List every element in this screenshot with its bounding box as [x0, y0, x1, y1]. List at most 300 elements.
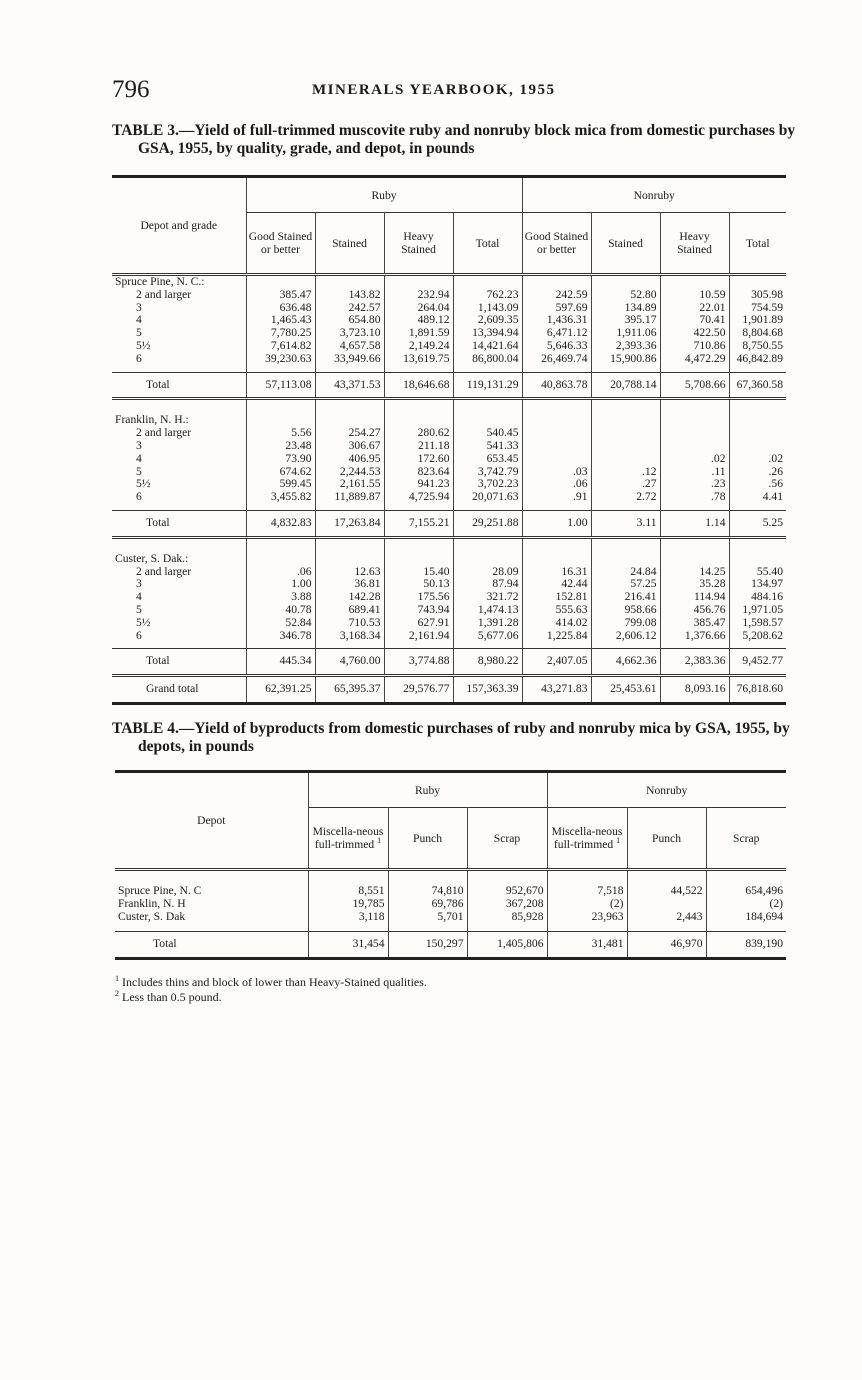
table-cell: 13,394.94: [453, 327, 522, 340]
total-row: [112, 372, 786, 399]
total-cell: 5,708.66: [660, 372, 729, 399]
table-cell: 40.78: [246, 604, 315, 617]
grand-total-cell: 29,576.77: [384, 676, 453, 704]
table-cell: [453, 537, 522, 565]
table-cell: 762.23: [453, 289, 522, 302]
table-cell: 2,609.35: [453, 314, 522, 327]
footnote: $^1$ Includes thins and block of lower than Heavy-Stained qualities.: [115, 974, 427, 989]
table-row: [115, 898, 786, 911]
table-cell: 710.86: [660, 340, 729, 353]
table-cell: 26,469.74: [522, 353, 591, 372]
table-cell: 958.66: [591, 604, 660, 617]
table-cell: [729, 427, 786, 440]
grand-total-cell: 65,395.37: [315, 676, 384, 704]
table-cell: .27: [591, 478, 660, 491]
table-cell: .23: [660, 478, 729, 491]
table4-col-header: Miscella-neous full-trimmed $^1$: [547, 808, 627, 870]
grade-label: 6: [136, 628, 142, 642]
table-cell: 636.48: [246, 302, 315, 315]
grand-total-cell: 25,453.61: [591, 676, 660, 704]
total-cell: 2,407.05: [522, 649, 591, 676]
depot-label: Spruce Pine, N. C: [118, 884, 202, 897]
table-row: [112, 453, 786, 466]
table-cell: 597.69: [522, 302, 591, 315]
table-cell: 6,471.12: [522, 327, 591, 340]
table-cell: [522, 537, 591, 565]
grade-label: 3: [136, 577, 142, 591]
table-cell: 2,443: [627, 911, 706, 932]
table-cell: 1.00: [246, 578, 315, 591]
table-cell: (2): [706, 898, 786, 911]
table-cell: [729, 440, 786, 453]
table-cell: 50.13: [384, 578, 453, 591]
footnote-ref: 1: [616, 836, 621, 846]
grade-label: 3: [136, 438, 142, 452]
table-cell: 2,161.55: [315, 478, 384, 491]
table3-col-header: Good Stained or better: [246, 213, 315, 275]
depot-name: Custer, S. Dak.:: [115, 551, 189, 565]
total-cell: 839,190: [706, 932, 786, 959]
total-cell: 57,113.08: [246, 372, 315, 399]
table-row: [115, 870, 786, 898]
grade-label: 5½: [136, 338, 151, 352]
total-cell: 8,980.22: [453, 649, 522, 676]
table-cell: 87.94: [453, 578, 522, 591]
table-row: [115, 911, 786, 932]
table-cell: 12.63: [315, 566, 384, 579]
table-cell: .11: [660, 466, 729, 479]
table-cell: [591, 537, 660, 565]
total-cell: 1.00: [522, 510, 591, 537]
grade-label: 4: [136, 313, 142, 327]
table-cell: [246, 399, 315, 427]
table-cell: [627, 898, 706, 911]
table-cell: [522, 440, 591, 453]
table-cell: 2.72: [591, 491, 660, 510]
table-cell: 3.88: [246, 591, 315, 604]
table-cell: 306.67: [315, 440, 384, 453]
total-cell: 3,774.88: [384, 649, 453, 676]
table3-col-header: Stained: [591, 213, 660, 275]
table-cell: [729, 537, 786, 565]
table4-stub-header: Depot: [115, 772, 308, 870]
running-head: MINERALS YEARBOOK, 1955: [312, 82, 556, 98]
table-cell: 674.62: [246, 466, 315, 479]
table4-col-header: Scrap: [467, 808, 547, 870]
table-cell: [384, 537, 453, 565]
total-cell: 43,371.53: [315, 372, 384, 399]
table-cell: 175.56: [384, 591, 453, 604]
grand-total-cell: 43,271.83: [522, 676, 591, 704]
grade-label: 5½: [136, 615, 151, 629]
table-cell: 44,522: [627, 870, 706, 898]
table-cell: [522, 275, 591, 289]
grade-label: 5½: [136, 477, 151, 491]
table-cell: [246, 537, 315, 565]
total-cell: 445.34: [246, 649, 315, 676]
table-cell: [315, 537, 384, 565]
table-cell: 385.47: [660, 617, 729, 630]
total-cell: 17,263.84: [315, 510, 384, 537]
total-cell: 31,481: [547, 932, 627, 959]
table-cell: [315, 399, 384, 427]
table-cell: 2,244.53: [315, 466, 384, 479]
page-number: 796: [112, 76, 150, 103]
table-cell: 1,598.57: [729, 617, 786, 630]
table-row: [112, 289, 786, 302]
table-cell: 3,168.34: [315, 630, 384, 649]
table-cell: 134.97: [729, 578, 786, 591]
footnote: $^2$ Less than 0.5 pound.: [115, 989, 222, 1004]
table-cell: 8,750.55: [729, 340, 786, 353]
table-cell: [591, 440, 660, 453]
table-cell: 941.23: [384, 478, 453, 491]
table-cell: .03: [522, 466, 591, 479]
grand-total-row: [112, 676, 786, 704]
table-cell: 456.76: [660, 604, 729, 617]
table-cell: 4,657.58: [315, 340, 384, 353]
total-cell: 31,454: [308, 932, 388, 959]
table-cell: .78: [660, 491, 729, 510]
table-cell: 143.82: [315, 289, 384, 302]
table-cell: [453, 275, 522, 289]
table-cell: 321.72: [453, 591, 522, 604]
table3-group-ruby: Ruby: [246, 177, 522, 213]
table-cell: (2): [547, 898, 627, 911]
table-cell: 242.59: [522, 289, 591, 302]
total-cell: 5.25: [729, 510, 786, 537]
grade-label: 3: [136, 300, 142, 314]
table-cell: [384, 399, 453, 427]
table-cell: 5,701: [388, 911, 467, 932]
depot-label: Franklin, N. H: [118, 896, 186, 910]
footnote-ref: 1: [377, 836, 382, 846]
table-cell: 627.91: [384, 617, 453, 630]
table-row: [112, 630, 786, 649]
table-cell: 55.40: [729, 566, 786, 579]
table-cell: 114.94: [660, 591, 729, 604]
table-cell: 42.44: [522, 578, 591, 591]
table-cell: 5.56: [246, 427, 315, 440]
table-cell: 7,780.25: [246, 327, 315, 340]
table-cell: [246, 275, 315, 289]
table-cell: .91: [522, 491, 591, 510]
table-cell: [384, 275, 453, 289]
table-cell: 264.04: [384, 302, 453, 315]
table-cell: [591, 275, 660, 289]
table-cell: 3,723.10: [315, 327, 384, 340]
table-cell: 232.94: [384, 289, 453, 302]
table-cell: 70.41: [660, 314, 729, 327]
table-cell: 28.09: [453, 566, 522, 579]
table3-col-header: Total: [729, 213, 786, 275]
table3-col-header: Stained: [315, 213, 384, 275]
table-cell: [522, 427, 591, 440]
table-cell: 15.40: [384, 566, 453, 579]
table4-caption: TABLE 4.—Yield of byproducts from domestic purchases of ruby and nonruby mica by GSA, 1955, by depots, in pounds: [112, 720, 790, 755]
total-cell: 18,646.68: [384, 372, 453, 399]
table4-col-header: Punch: [627, 808, 706, 870]
table-row: [112, 275, 786, 289]
grade-label: 6: [136, 490, 142, 504]
table-row: [112, 604, 786, 617]
table-cell: [660, 427, 729, 440]
table-cell: [315, 275, 384, 289]
table-cell: 74,810: [388, 870, 467, 898]
table-cell: 3,742.79: [453, 466, 522, 479]
table-cell: 184,694: [706, 911, 786, 932]
table3-col-header: Good Stained or better: [522, 213, 591, 275]
table-cell: 599.45: [246, 478, 315, 491]
table-cell: 13,619.75: [384, 353, 453, 372]
grade-label: 5: [136, 326, 142, 340]
table-cell: [660, 399, 729, 427]
total-row: [115, 932, 786, 959]
table-cell: 823.64: [384, 466, 453, 479]
table-cell: 1,891.59: [384, 327, 453, 340]
table3: [112, 175, 786, 705]
table-cell: 254.27: [315, 427, 384, 440]
grade-label: 2 and larger: [136, 564, 192, 578]
table-cell: 395.17: [591, 314, 660, 327]
table-cell: 5,208.62: [729, 630, 786, 649]
table-cell: 216.41: [591, 591, 660, 604]
table-cell: 3,702.23: [453, 478, 522, 491]
table-row: [112, 340, 786, 353]
grade-label: 5: [136, 602, 142, 616]
total-cell: 9,452.77: [729, 649, 786, 676]
table-cell: [660, 537, 729, 565]
table-cell: 653.45: [453, 453, 522, 466]
table-cell: 14,421.64: [453, 340, 522, 353]
table-cell: [591, 427, 660, 440]
table-row: [112, 440, 786, 453]
table-cell: .12: [591, 466, 660, 479]
table-cell: 7,614.82: [246, 340, 315, 353]
total-cell: 2,383.36: [660, 649, 729, 676]
total-cell: 4,760.00: [315, 649, 384, 676]
table-cell: [729, 275, 786, 289]
total-label: Total: [112, 649, 246, 676]
depot-name: Franklin, N. H.:: [115, 413, 189, 427]
total-cell: 46,970: [627, 932, 706, 959]
table-cell: 7,518: [547, 870, 627, 898]
table-cell: 799.08: [591, 617, 660, 630]
table-cell: 8,804.68: [729, 327, 786, 340]
total-cell: 29,251.88: [453, 510, 522, 537]
total-row: [112, 510, 786, 537]
table-cell: 406.95: [315, 453, 384, 466]
table-cell: 142.28: [315, 591, 384, 604]
table-cell: 1,911.06: [591, 327, 660, 340]
total-cell: 4,832.83: [246, 510, 315, 537]
table-cell: 4.41: [729, 491, 786, 510]
table-cell: 24.84: [591, 566, 660, 579]
table-cell: .02: [729, 453, 786, 466]
table-cell: 654.80: [315, 314, 384, 327]
table-cell: [591, 399, 660, 427]
total-cell: 3.11: [591, 510, 660, 537]
table-cell: 11,889.87: [315, 491, 384, 510]
table-cell: 1,225.84: [522, 630, 591, 649]
table-cell: 15,900.86: [591, 353, 660, 372]
table-cell: 52.80: [591, 289, 660, 302]
table-cell: 23.48: [246, 440, 315, 453]
table4-col-header: Scrap: [706, 808, 786, 870]
table-cell: .56: [729, 478, 786, 491]
table-cell: 2,161.94: [384, 630, 453, 649]
table4-group-nonruby: Nonruby: [547, 772, 786, 808]
table-cell: 3,118: [308, 911, 388, 932]
table-cell: 36.81: [315, 578, 384, 591]
grade-label: 5: [136, 464, 142, 478]
table-cell: 654,496: [706, 870, 786, 898]
table-cell: 422.50: [660, 327, 729, 340]
table-cell: 33,949.66: [315, 353, 384, 372]
table-row: [112, 491, 786, 510]
depot-name: Spruce Pine, N. C.:: [115, 275, 205, 288]
grade-label: 2 and larger: [136, 426, 192, 440]
total-cell: 1,405,806: [467, 932, 547, 959]
grand-total-cell: 76,818.60: [729, 676, 786, 704]
table-cell: 1,474.13: [453, 604, 522, 617]
grade-label: 2 and larger: [136, 287, 192, 301]
table4: [115, 770, 786, 960]
table-cell: 484.16: [729, 591, 786, 604]
table-cell: 10.59: [660, 289, 729, 302]
total-row: [112, 649, 786, 676]
table-cell: 952,670: [467, 870, 547, 898]
grand-total-cell: 157,363.39: [453, 676, 522, 704]
total-label: Total: [112, 510, 246, 537]
table-cell: [660, 275, 729, 289]
table-cell: 5,646.33: [522, 340, 591, 353]
table3-col-header: Heavy Stained: [384, 213, 453, 275]
total-cell: 40,863.78: [522, 372, 591, 399]
table-row: [112, 353, 786, 372]
table-cell: 414.02: [522, 617, 591, 630]
table-cell: .06: [522, 478, 591, 491]
table-cell: .26: [729, 466, 786, 479]
table-cell: [453, 399, 522, 427]
table-cell: 2,393.36: [591, 340, 660, 353]
table-cell: 23,963: [547, 911, 627, 932]
page-header: [112, 76, 792, 106]
table-cell: 39,230.63: [246, 353, 315, 372]
grade-label: 4: [136, 451, 142, 465]
table-cell: 152.81: [522, 591, 591, 604]
table-cell: [522, 399, 591, 427]
table-cell: 1,465.43: [246, 314, 315, 327]
table-cell: 4,472.29: [660, 353, 729, 372]
table3-caption: TABLE 3.—Yield of full-trimmed muscovite ruby and nonruby block mica from domestic purchases by GSA, 1955, by quality, grade, and depot, in pounds: [112, 122, 796, 157]
grade-label: 4: [136, 590, 142, 604]
table-cell: 1,391.28: [453, 617, 522, 630]
table-cell: 1,376.66: [660, 630, 729, 649]
table-cell: 19,785: [308, 898, 388, 911]
table-cell: 69,786: [388, 898, 467, 911]
total-label: Total: [112, 372, 246, 399]
table-cell: 5,677.06: [453, 630, 522, 649]
table-cell: 46,842.89: [729, 353, 786, 372]
grand-total-cell: 62,391.25: [246, 676, 315, 704]
table4-col-header: Punch: [388, 808, 467, 870]
table-cell: 346.78: [246, 630, 315, 649]
table-cell: 3,455.82: [246, 491, 315, 510]
table-cell: 555.63: [522, 604, 591, 617]
table-row: [112, 617, 786, 630]
table-cell: 134.89: [591, 302, 660, 315]
table-cell: 57.25: [591, 578, 660, 591]
table-cell: 489.12: [384, 314, 453, 327]
table-cell: 22.01: [660, 302, 729, 315]
table-cell: 16.31: [522, 566, 591, 579]
table-cell: 541.33: [453, 440, 522, 453]
table-cell: 4,725.94: [384, 491, 453, 510]
table-cell: 211.18: [384, 440, 453, 453]
total-cell: 119,131.29: [453, 372, 522, 399]
table-cell: 1,436.31: [522, 314, 591, 327]
total-cell: 1.14: [660, 510, 729, 537]
total-cell: 150,297: [388, 932, 467, 959]
table3-stub-header: Depot and grade: [112, 177, 246, 275]
grand-total-label: Grand total: [146, 682, 199, 696]
total-cell: 4,662.36: [591, 649, 660, 676]
total-cell: 20,788.14: [591, 372, 660, 399]
table4-group-ruby: Ruby: [308, 772, 547, 808]
table-cell: 305.98: [729, 289, 786, 302]
table-cell: 20,071.63: [453, 491, 522, 510]
table-cell: 367,208: [467, 898, 547, 911]
table-cell: 86,800.04: [453, 353, 522, 372]
table-cell: 14.25: [660, 566, 729, 579]
table-cell: 385.47: [246, 289, 315, 302]
table-cell: 1,901.89: [729, 314, 786, 327]
table-cell: 2,149.24: [384, 340, 453, 353]
table3-col-header: Heavy Stained: [660, 213, 729, 275]
table3-col-header: Total: [453, 213, 522, 275]
table-cell: 1,971.05: [729, 604, 786, 617]
total-cell: 67,360.58: [729, 372, 786, 399]
table-cell: .02: [660, 453, 729, 466]
table-cell: 172.60: [384, 453, 453, 466]
table-cell: 743.94: [384, 604, 453, 617]
table4-col-header: Miscella-neous full-trimmed $^1$: [308, 808, 388, 870]
table-cell: [522, 453, 591, 466]
grand-total-cell: 8,093.16: [660, 676, 729, 704]
table-cell: 8,551: [308, 870, 388, 898]
table3-group-nonruby: Nonruby: [522, 177, 786, 213]
table-cell: 540.45: [453, 427, 522, 440]
table-cell: [591, 453, 660, 466]
table-cell: 280.62: [384, 427, 453, 440]
grade-label: 6: [136, 351, 142, 365]
table-cell: 689.41: [315, 604, 384, 617]
table-cell: 73.90: [246, 453, 315, 466]
table-cell: [729, 399, 786, 427]
table-cell: 1,143.09: [453, 302, 522, 315]
table-cell: 710.53: [315, 617, 384, 630]
table-row: [112, 537, 786, 565]
table-cell: .06: [246, 566, 315, 579]
depot-label: Custer, S. Dak: [118, 909, 186, 923]
table-cell: [660, 440, 729, 453]
total-label: Total: [115, 932, 308, 959]
table-cell: 85,928: [467, 911, 547, 932]
table-cell: 2,606.12: [591, 630, 660, 649]
total-cell: 7,155.21: [384, 510, 453, 537]
table-cell: 754.59: [729, 302, 786, 315]
